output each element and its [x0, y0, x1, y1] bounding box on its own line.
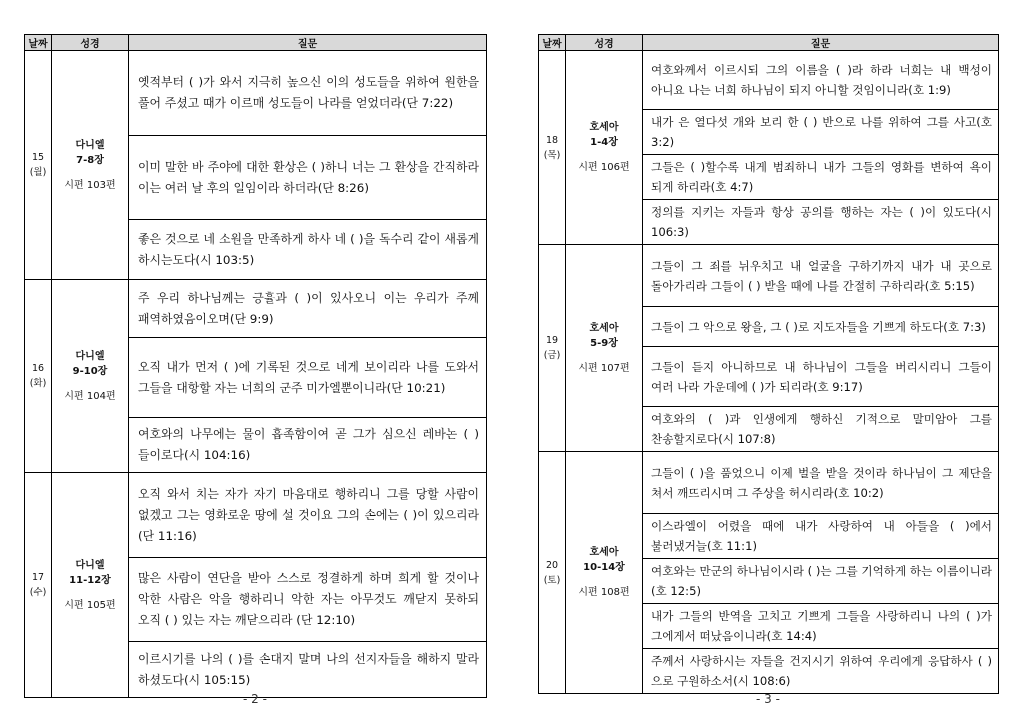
table-row	[25, 473, 487, 558]
question-cell: 이르시기를 나의 ( )를 손대지 말며 나의 선지자들을 해하지 말라 하셨도다(시 105:15)	[129, 642, 487, 698]
table-header	[25, 35, 487, 51]
header-bible: 성경	[52, 35, 129, 51]
bible-cell	[566, 452, 643, 694]
weekday: (토)	[543, 574, 561, 586]
day-number: 19	[545, 335, 559, 346]
book-name: 다니엘	[75, 139, 105, 151]
question-cell: 내가 그들의 반역을 고치고 기쁘게 그들을 사랑하리니 나의 ( )가 그에게서 떠났음이니라(호 14:4)	[643, 604, 999, 649]
bible-cell	[52, 280, 129, 473]
book-chapters: 1-4장	[590, 137, 618, 148]
header-bible: 성경	[566, 35, 643, 51]
psalm: 시편 104편	[64, 390, 116, 402]
question-cell: 오직 내가 먼저 ( )에 기록된 것으로 네게 보이리라 나를 도와서 그들을 대항할 자는 너희의 군주 미가엘뿐이니라(단 10:21)	[129, 338, 487, 418]
table-row	[539, 51, 999, 110]
page-number-left: - 2 -	[243, 692, 267, 706]
day-number: 15	[31, 152, 45, 163]
day-number: 17	[31, 572, 45, 583]
page-number-right: - 3 -	[756, 692, 780, 706]
table-row	[25, 51, 487, 136]
question-cell: 그들이 듣지 아니하므로 내 하나님이 그들을 버리시리니 그들이 여러 나라 가운데에 ( )가 되리라(호 9:17)	[643, 347, 999, 407]
day-number: 16	[31, 363, 45, 374]
day-number: 18	[545, 134, 559, 146]
book-name: 다니엘	[75, 350, 105, 362]
bible-cell	[52, 473, 129, 698]
day-cell	[25, 280, 52, 473]
day-cell	[539, 51, 566, 245]
day-cell	[539, 245, 566, 452]
question-cell: 좋은 것으로 네 소원을 만족하게 하사 네 ( )을 독수리 같이 새롭게 하시는도다(시 103:5)	[129, 220, 487, 280]
question-cell: 내가 은 열다섯 개와 보리 한 ( ) 반으로 나를 위하여 그를 사고(호 3:2)	[643, 110, 999, 155]
question-cell: 그들이 그 죄를 뉘우치고 내 얼굴을 구하기까지 내가 내 곳으로 돌아가리라 그들이 ( ) 받을 때에 나를 간절히 구하리라(호 5:15)	[643, 245, 999, 307]
weekday: (월)	[29, 167, 47, 178]
book-name: 다니엘	[75, 559, 105, 571]
weekday: (화)	[29, 378, 47, 389]
book-name: 호세아	[589, 122, 619, 133]
quiz-table-right	[538, 34, 999, 694]
quiz-table-left	[24, 34, 487, 698]
book-chapters: 5-9장	[590, 337, 618, 349]
book-chapters: 11-12장	[69, 574, 111, 586]
psalm: 시편 103편	[64, 179, 116, 191]
question-cell: 주 우리 하나님께는 긍휼과 ( )이 있사오니 이는 우리가 주께 패역하였음이오며(단 9:9)	[129, 280, 487, 338]
question-cell: 그들이 ( )을 품었으니 이제 벌을 받을 것이라 하나님이 그 제단을 쳐서 깨뜨리시며 그 주상을 허시리라(호 10:2)	[643, 452, 999, 514]
table-header	[539, 35, 999, 51]
table-row	[25, 280, 487, 338]
question-cell: 많은 사람이 연단을 받아 스스로 정결하게 하며 희게 할 것이나 악한 사람은 악을 행하리니 악한 자는 아무것도 깨닫지 못하되 오직 ( ) 있는 자는 깨닫으리라 (단 12:10)	[129, 558, 487, 642]
question-cell: 여호와의 나무에는 물이 흡족함이여 곧 그가 심으신 레바논 ( )들이로다(시 104:16)	[129, 418, 487, 473]
psalm: 시편 105편	[64, 599, 116, 611]
table-row	[539, 245, 999, 307]
question-cell: 그들이 그 악으로 왕을, 그 ( )로 지도자들을 기쁘게 하도다(호 7:3)	[643, 307, 999, 347]
psalm: 시편 107편	[578, 362, 630, 374]
question-cell: 여호와는 만군의 하나님이시라 ( )는 그를 기억하게 하는 이름이니라(호 12:5)	[643, 559, 999, 604]
bible-cell	[566, 51, 643, 245]
psalm: 시편 108편	[578, 587, 630, 598]
header-question: 질문	[643, 35, 999, 51]
book-chapters: 7-8장	[76, 154, 104, 166]
right-page	[538, 34, 999, 694]
question-cell: 주께서 사랑하시는 자들을 건지시기 위하여 우리에게 응답하사 ( )으로 구원하소서(시 108:6)	[643, 649, 999, 694]
question-cell: 그들은 ( )할수록 내게 범죄하니 내가 그들의 영화를 변하여 욕이 되게 하리라(호 4:7)	[643, 155, 999, 200]
question-cell: 여호와께서 이르시되 그의 이름을 ( )라 하라 너희는 내 백성이 아니요 나는 너희 하나님이 되지 아니할 것임이니라(호 1:9)	[643, 51, 999, 110]
bible-cell	[52, 51, 129, 280]
weekday: (금)	[543, 350, 561, 361]
book-chapters: 9-10장	[72, 365, 108, 377]
book-name: 호세아	[589, 322, 619, 334]
day-cell	[539, 452, 566, 694]
question-cell: 옛적부터 ( )가 와서 지극히 높으신 이의 성도들을 위하여 원한을 풀어 주셨고 때가 이르매 성도들이 나라를 얻었더라(단 7:22)	[129, 51, 487, 136]
weekday: (수)	[29, 587, 47, 598]
day-cell	[25, 51, 52, 280]
question-cell: 이미 말한 바 주야에 대한 환상은 ( )하니 너는 그 환상을 간직하라 이는 여러 날 후의 일임이라 하더라(단 8:26)	[129, 136, 487, 220]
question-cell: 오직 와서 치는 자가 자기 마음대로 행하리니 그를 당할 사람이 없겠고 그는 영화로운 땅에 설 것이요 그의 손에는 ( )이 있으리라(단 11:16)	[129, 473, 487, 558]
bible-cell	[566, 245, 643, 452]
header-day: 날짜	[25, 35, 52, 51]
header-day: 날짜	[539, 35, 566, 51]
day-number: 20	[545, 559, 559, 571]
left-page	[24, 34, 487, 698]
question-cell: 여호와의 ( )과 인생에게 행하신 기적으로 말미암아 그를 찬송할지로다(시 107:8)	[643, 407, 999, 452]
table-row	[539, 452, 999, 514]
book-name: 호세아	[589, 547, 619, 558]
question-cell: 이스라엘이 어렸을 때에 내가 사랑하여 내 아들을 ( )에서 불러냈거늘(호 11:1)	[643, 514, 999, 559]
weekday: (목)	[543, 149, 561, 161]
book-chapters: 10-14장	[583, 562, 625, 573]
question-cell: 정의를 지키는 자들과 항상 공의를 행하는 자는 ( )이 있도다(시 106:3)	[643, 200, 999, 245]
header-question: 질문	[129, 35, 487, 51]
day-cell	[25, 473, 52, 698]
psalm: 시편 106편	[578, 162, 630, 173]
